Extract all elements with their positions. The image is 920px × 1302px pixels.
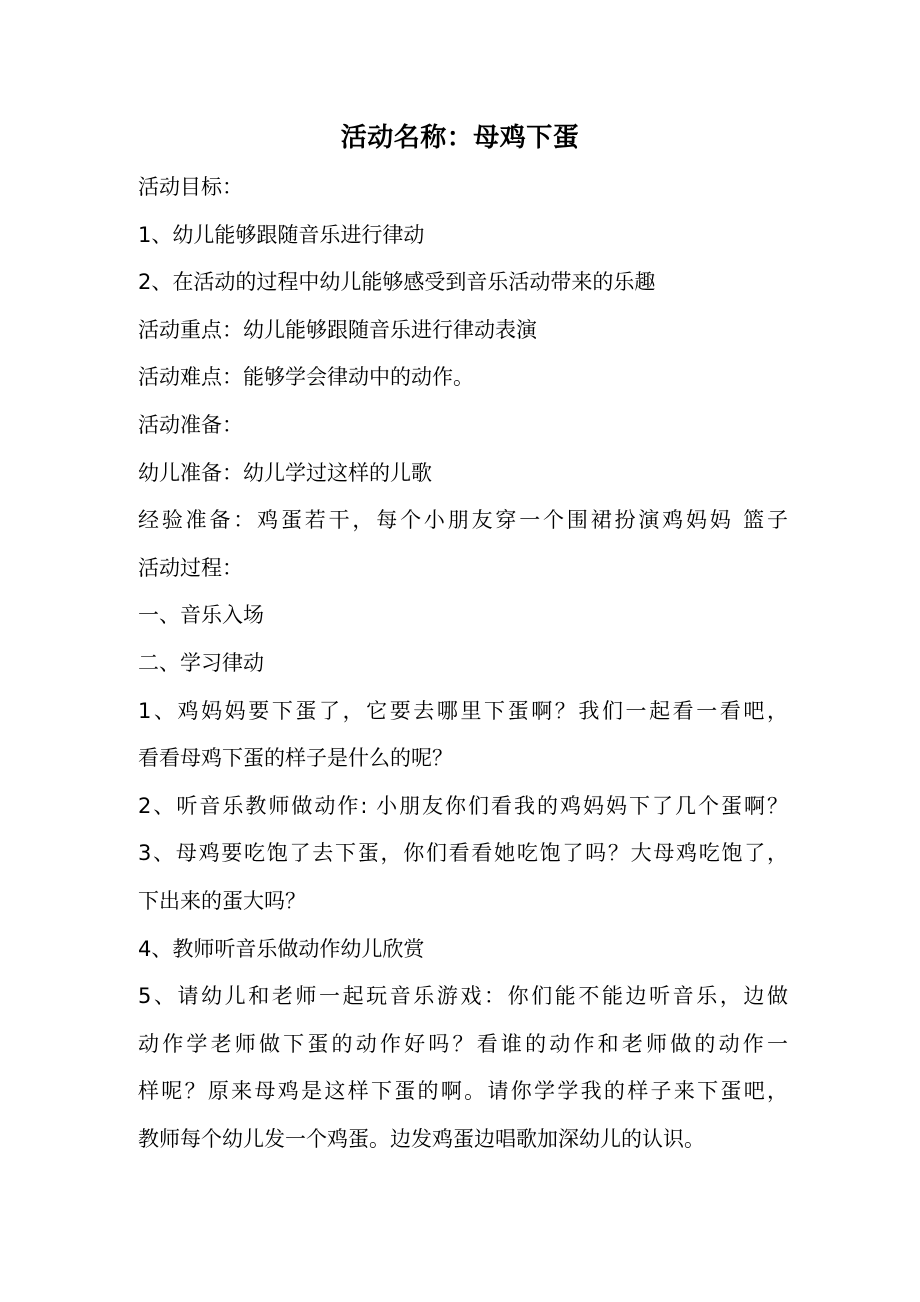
process-step-1: 一、音乐入场 — [138, 603, 264, 628]
goal-item-1: 1、幼儿能够跟随音乐进行律动 — [138, 222, 425, 247]
document-body — [138, 164, 788, 1163]
section-preparation-heading: 活动准备： — [138, 412, 243, 437]
section-goals-heading: 活动目标： — [138, 175, 243, 199]
document-title: 活动名称：母鸡下蛋 — [340, 123, 580, 153]
paragraph-line: 2、听音乐教师做动作: 小朋友你们看我的鸡妈妈下了几个蛋啊？ — [138, 793, 788, 818]
child-preparation: 幼儿准备：幼儿学过这样的儿歌 — [138, 460, 432, 485]
goal-item-2: 2、在活动的过程中幼儿能够感受到音乐活动带来的乐趣 — [138, 270, 656, 295]
paragraph-line: 教师每个幼儿发一个鸡蛋。边发鸡蛋边唱歌加深幼儿的认识。 — [138, 1126, 705, 1151]
paragraph-line: 1、鸡妈妈要下蛋了，它要去哪里下蛋啊？我们一起看一看吧， — [138, 698, 788, 723]
paragraph-line: 3、母鸡要吃饱了去下蛋，你们看看她吃饱了吗？大母鸡吃饱了， — [138, 841, 788, 866]
section-process-heading: 活动过程： — [138, 555, 243, 580]
paragraph-line: 5、请幼儿和老师一起玩音乐游戏：你们能不能边听音乐，边做 — [138, 984, 788, 1009]
paragraph-line: 样呢？原来母鸡是这样下蛋的啊。请你学学我的样子来下蛋吧， — [138, 1079, 788, 1104]
paragraph-line: 动作学老师做下蛋的动作好吗？看谁的动作和老师做的动作一 — [138, 1031, 788, 1056]
experience-preparation: 经验准备：鸡蛋若干，每个小朋友穿一个围裙扮演鸡妈妈 篮子 — [138, 508, 788, 533]
paragraph-line: 4、教师听音乐做动作幼儿欣赏 — [138, 936, 425, 961]
activity-focus: 活动重点：幼儿能够跟随音乐进行律动表演 — [138, 317, 537, 342]
paragraph-line: 看看母鸡下蛋的样子是什么的呢？ — [138, 746, 453, 771]
process-step-2: 二、学习律动 — [138, 650, 264, 675]
activity-difficulty: 活动难点：能够学会律动中的动作。 — [138, 365, 474, 390]
paragraph-line: 下出来的蛋大吗？ — [138, 888, 306, 913]
